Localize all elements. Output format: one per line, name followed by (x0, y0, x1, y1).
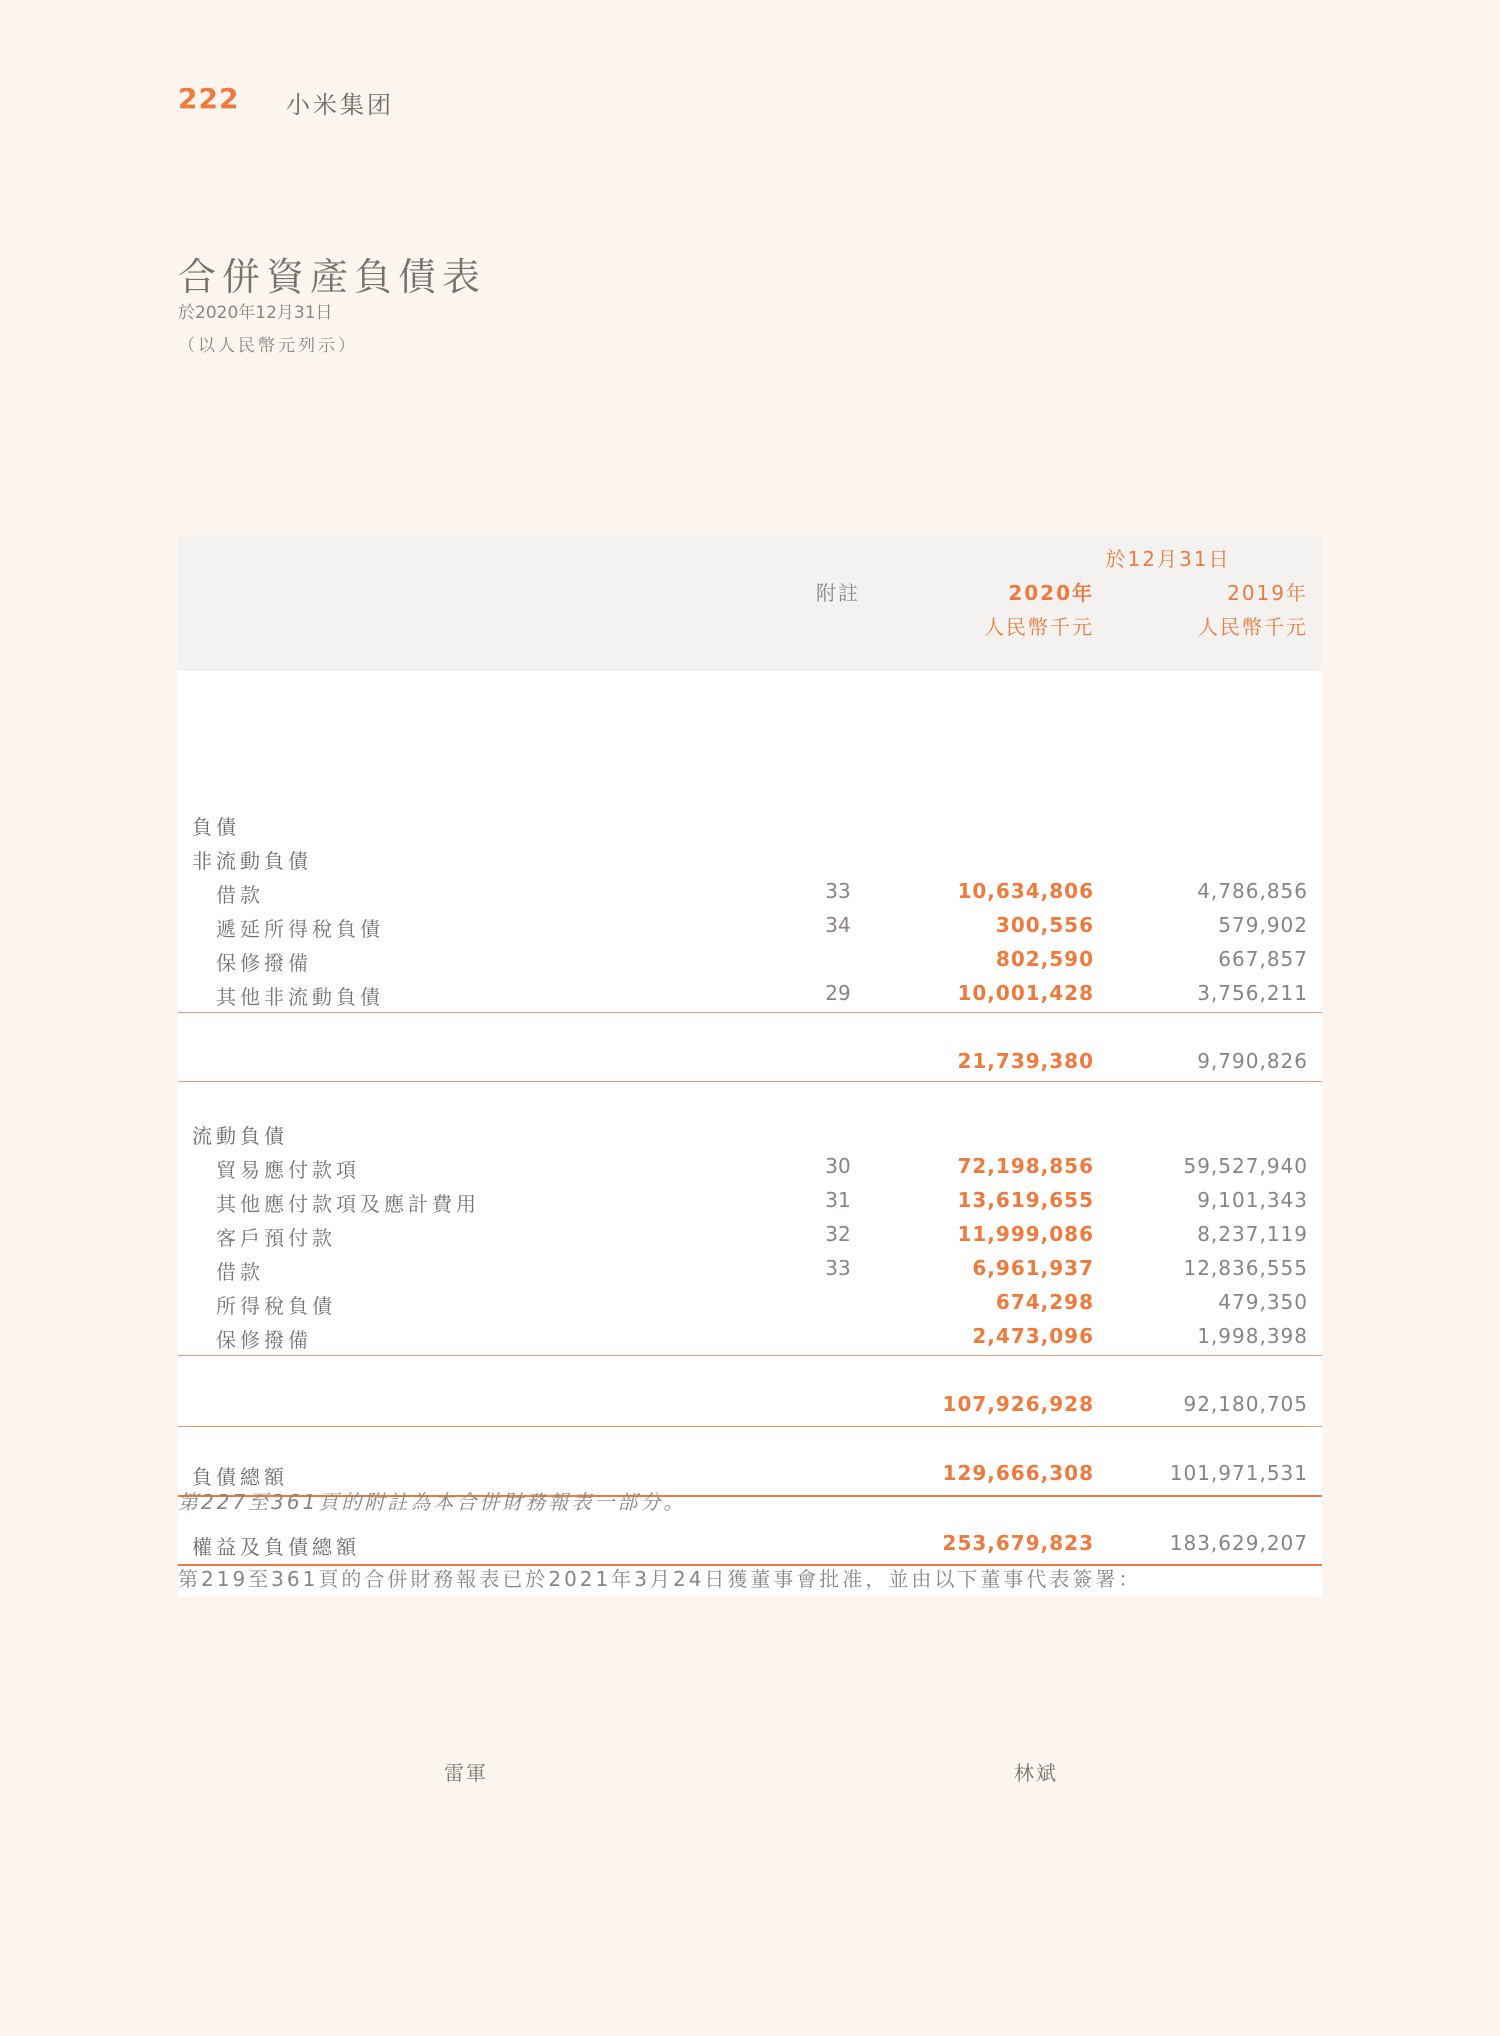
row-current: 300,556 (995, 913, 1094, 937)
non-current-subtotal-prior: 9,790,826 (1197, 1049, 1308, 1073)
row-note: 34 (825, 913, 851, 937)
row-prior: 579,902 (1218, 913, 1308, 937)
row-current: 6,961,937 (972, 1256, 1094, 1280)
row-current: 13,619,655 (957, 1188, 1094, 1212)
divider (178, 1081, 1322, 1082)
row-current: 11,999,086 (957, 1222, 1094, 1246)
row-label: 借款 (216, 1260, 264, 1284)
row-note: 29 (825, 981, 851, 1005)
statement-date: 於2020年12月31日 (178, 303, 333, 323)
current-subtotal-prior: 92,180,705 (1183, 1392, 1308, 1416)
row-label: 其他非流動負債 (216, 985, 384, 1009)
row-prior: 12,836,555 (1183, 1256, 1308, 1280)
header-current-year: 2020年 (1008, 581, 1094, 605)
row-prior: 8,237,119 (1197, 1222, 1308, 1246)
row-prior: 4,786,856 (1197, 879, 1308, 903)
current-subtotal: 107,926,928 (942, 1392, 1094, 1416)
non-current-subtotal: 21,739,380 (957, 1049, 1094, 1073)
header-date: 於12月31日 (1105, 547, 1231, 571)
row-note: 33 (825, 879, 851, 903)
row-current: 72,198,856 (957, 1154, 1094, 1178)
row-label: 所得稅負債 (216, 1294, 336, 1318)
page-title: 合併資產負債表 (178, 255, 487, 299)
total-liabilities-label: 負債總額 (192, 1465, 288, 1489)
row-label: 其他應付款項及應計費用 (216, 1192, 480, 1216)
currency-note: （以人民幣元列示） (178, 336, 358, 356)
row-note: 32 (825, 1222, 851, 1246)
row-prior: 9,101,343 (1197, 1188, 1308, 1212)
page-number: 222 (178, 82, 240, 115)
header-prior-unit: 人民幣千元 (1198, 615, 1308, 639)
row-label: 遞延所得稅負債 (216, 917, 384, 941)
footnote-notes: 第227至361頁的附註為本合併財務報表一部分。 (178, 1490, 687, 1514)
company-name: 小米集团 (286, 91, 394, 119)
divider (178, 1355, 1322, 1356)
row-label: 客戶預付款 (216, 1226, 336, 1250)
row-current: 10,634,806 (957, 879, 1094, 903)
row-prior: 1,998,398 (1197, 1324, 1308, 1348)
signatory-2: 林斌 (1014, 1761, 1058, 1785)
row-current: 10,001,428 (957, 981, 1094, 1005)
row-label: 保修撥備 (216, 1328, 312, 1352)
row-note: 30 (825, 1154, 851, 1178)
footnote-approval: 第219至361頁的合併財務報表已於2021年3月24日獲董事會批准，並由以下董事代表簽署： (178, 1567, 1142, 1591)
header-prior-year: 2019年 (1227, 581, 1308, 605)
row-current: 802,590 (995, 947, 1094, 971)
row-prior: 3,756,211 (1197, 981, 1308, 1005)
row-note: 33 (825, 1256, 851, 1280)
header-note: 附註 (816, 581, 860, 605)
row-current: 674,298 (995, 1290, 1094, 1314)
row-label: 借款 (216, 883, 264, 907)
table-body (178, 671, 1322, 1427)
row-label: 貿易應付款項 (216, 1158, 360, 1182)
table-header (178, 535, 1322, 671)
section-liabilities: 負債 (192, 815, 240, 839)
divider (178, 1012, 1322, 1013)
signatory-1: 雷軍 (444, 1761, 488, 1785)
total-equity-liabilities-prior: 183,629,207 (1169, 1531, 1308, 1555)
row-prior: 59,527,940 (1183, 1154, 1308, 1178)
row-note: 31 (825, 1188, 851, 1212)
row-prior: 667,857 (1218, 947, 1308, 971)
section-current: 流動負債 (192, 1124, 288, 1148)
total-equity-liabilities-label: 權益及負債總額 (192, 1535, 360, 1559)
section-non-current: 非流動負債 (192, 849, 312, 873)
balance-sheet-table (178, 535, 1322, 1597)
row-label: 保修撥備 (216, 951, 312, 975)
header-current-unit: 人民幣千元 (984, 615, 1094, 639)
total-liabilities-prior: 101,971,531 (1169, 1461, 1308, 1485)
row-prior: 479,350 (1218, 1290, 1308, 1314)
divider (178, 1426, 1322, 1427)
total-equity-liabilities-current: 253,679,823 (942, 1531, 1094, 1555)
row-current: 2,473,096 (972, 1324, 1094, 1348)
total-liabilities-current: 129,666,308 (942, 1461, 1094, 1485)
